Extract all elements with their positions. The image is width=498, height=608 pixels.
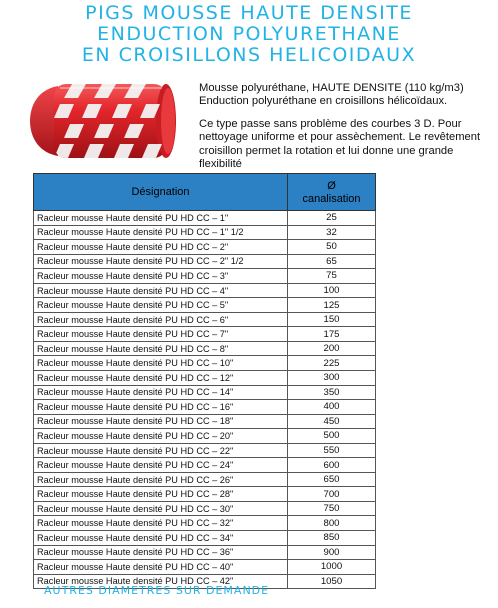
table-row [34, 516, 376, 531]
table-row [34, 560, 376, 575]
table-row [34, 414, 376, 429]
diameter-cell: 200 [288, 341, 376, 356]
diameter-cell: 550 [288, 443, 376, 458]
header-canalisation [288, 174, 376, 211]
description-line-2: Enduction polyuréthane en croisillons hélicoïdaux. [199, 95, 448, 108]
header-canalisation-label: canalisation [302, 193, 361, 205]
description-line-1: Mousse polyuréthane, HAUTE DENSITE (110 kg/m3) [199, 82, 464, 94]
diameter-cell: 650 [288, 472, 376, 487]
diameter-cell: 1050 [288, 574, 376, 589]
table-row [34, 371, 376, 386]
diameter-cell: 1000 [288, 560, 376, 575]
diameter-cell: 50 [288, 240, 376, 255]
table-row [34, 458, 376, 473]
diameter-symbol: Ø [327, 180, 336, 192]
foam-pig-icon [30, 78, 182, 164]
diameter-cell: 700 [288, 487, 376, 502]
designation-cell: Racleur mousse Haute densité PU HD CC – 42" [34, 574, 288, 589]
table-row [34, 341, 376, 356]
table-row [34, 487, 376, 502]
diameter-cell: 100 [288, 283, 376, 298]
designation-cell: Racleur mousse Haute densité PU HD CC – 3" [34, 269, 288, 284]
diameter-cell: 500 [288, 429, 376, 444]
designation-cell: Racleur mousse Haute densité PU HD CC – 6" [34, 312, 288, 327]
table-row [34, 298, 376, 313]
designation-cell: Racleur mousse Haute densité PU HD CC – 14" [34, 385, 288, 400]
table-row [34, 254, 376, 269]
table-row [34, 269, 376, 284]
product-description [199, 82, 484, 171]
table-row [34, 443, 376, 458]
designation-cell: Racleur mousse Haute densité PU HD CC – 8" [34, 341, 288, 356]
designation-cell: Racleur mousse Haute densité PU HD CC – 2" [34, 240, 288, 255]
table-row [34, 400, 376, 415]
table-row [34, 211, 376, 226]
table-row [34, 501, 376, 516]
diameter-cell: 150 [288, 312, 376, 327]
diameter-cell: 900 [288, 545, 376, 560]
table-row [34, 356, 376, 371]
diameter-cell: 125 [288, 298, 376, 313]
designation-cell: Racleur mousse Haute densité PU HD CC – 5" [34, 298, 288, 313]
table-row [34, 385, 376, 400]
table-row [34, 531, 376, 546]
designation-cell: Racleur mousse Haute densité PU HD CC – 4" [34, 283, 288, 298]
designation-cell: Racleur mousse Haute densité PU HD CC – 24" [34, 458, 288, 473]
table-row [34, 545, 376, 560]
diameter-cell: 25 [288, 211, 376, 226]
diameter-cell: 750 [288, 501, 376, 516]
designation-cell: Racleur mousse Haute densité PU HD CC – 10" [34, 356, 288, 371]
table-row [34, 472, 376, 487]
designation-cell: Racleur mousse Haute densité PU HD CC – 30" [34, 501, 288, 516]
description-paragraph: Ce type passe sans problème des courbes 3 D. Pour nettoyage uniforme et pour assèchement. Le revêtement croisillon permet la rotation et lui donne une grande flexibilité [199, 117, 481, 171]
diameter-cell: 225 [288, 356, 376, 371]
table-row [34, 225, 376, 240]
designation-cell: Racleur mousse Haute densité PU HD CC – 7" [34, 327, 288, 342]
table-row [34, 283, 376, 298]
designation-cell: Racleur mousse Haute densité PU HD CC – 2" 1/2 [34, 254, 288, 269]
designation-cell: Racleur mousse Haute densité PU HD CC – 40" [34, 560, 288, 575]
diameter-cell: 450 [288, 414, 376, 429]
designation-cell: Racleur mousse Haute densité PU HD CC – 16" [34, 400, 288, 415]
diameter-cell: 400 [288, 400, 376, 415]
designation-cell: Racleur mousse Haute densité PU HD CC – 1" 1/2 [34, 225, 288, 240]
diameter-cell: 800 [288, 516, 376, 531]
product-table [33, 173, 376, 589]
designation-cell: Racleur mousse Haute densité PU HD CC – 28" [34, 487, 288, 502]
designation-cell: Racleur mousse Haute densité PU HD CC – 20" [34, 429, 288, 444]
designation-cell: Racleur mousse Haute densité PU HD CC – 34" [34, 531, 288, 546]
designation-cell: Racleur mousse Haute densité PU HD CC – 12" [34, 371, 288, 386]
diameter-cell: 300 [288, 371, 376, 386]
designation-cell: Racleur mousse Haute densité PU HD CC – 32" [34, 516, 288, 531]
diameter-cell: 600 [288, 458, 376, 473]
table-row [34, 312, 376, 327]
diameter-cell: 175 [288, 327, 376, 342]
table-row [34, 429, 376, 444]
diameter-cell: 65 [288, 254, 376, 269]
designation-cell: Racleur mousse Haute densité PU HD CC – 36" [34, 545, 288, 560]
page-title-line-1: PIGS MOUSSE HAUTE DENSITE [85, 2, 413, 24]
page-title-line-3: EN CROISILLONS HELICOIDAUX [81, 44, 417, 66]
header-designation: Désignation [34, 174, 288, 211]
diameter-cell: 32 [288, 225, 376, 240]
footer-note: AUTRES DIAMETRES SUR DEMANDE [44, 584, 270, 597]
diameter-cell: 350 [288, 385, 376, 400]
designation-cell: Racleur mousse Haute densité PU HD CC – 1" [34, 211, 288, 226]
designation-cell: Racleur mousse Haute densité PU HD CC – 22" [34, 443, 288, 458]
diameter-cell: 850 [288, 531, 376, 546]
table-row [34, 240, 376, 255]
page-title-line-2: ENDUCTION POLYURETHANE [97, 23, 401, 45]
designation-cell: Racleur mousse Haute densité PU HD CC – 26" [34, 472, 288, 487]
designation-cell: Racleur mousse Haute densité PU HD CC – 18" [34, 414, 288, 429]
diameter-cell: 75 [288, 269, 376, 284]
table-header-row [34, 174, 376, 211]
table-row [34, 327, 376, 342]
